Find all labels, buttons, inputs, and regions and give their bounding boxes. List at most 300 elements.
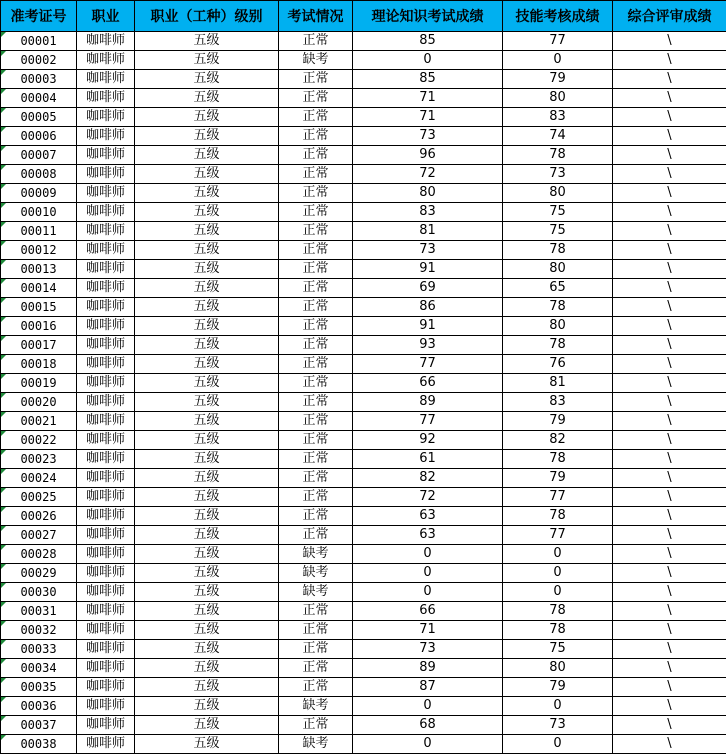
cell-level[interactable]: 五级 <box>135 545 279 564</box>
cell-level[interactable]: 五级 <box>135 697 279 716</box>
cell-occupation[interactable]: 咖啡师 <box>77 298 135 317</box>
cell-exam-status[interactable]: 正常 <box>279 222 353 241</box>
cell-occupation[interactable]: 咖啡师 <box>77 678 135 697</box>
cell-occupation[interactable]: 咖啡师 <box>77 32 135 51</box>
cell-theory-score[interactable]: 96 <box>353 146 503 165</box>
cell-review-score[interactable]: \ <box>613 32 726 51</box>
cell-level[interactable]: 五级 <box>135 735 279 754</box>
table-row <box>1 298 726 317</box>
cell-level[interactable]: 五级 <box>135 336 279 355</box>
cell-exam-id[interactable]: 00007 <box>1 146 77 165</box>
cell-review-score[interactable]: \ <box>613 716 726 735</box>
cell-exam-status[interactable]: 缺考 <box>279 564 353 583</box>
header-skill-score[interactable]: 技能考核成绩 <box>503 1 613 32</box>
cell-review-score[interactable]: \ <box>613 355 726 374</box>
cell-theory-score[interactable]: 85 <box>353 32 503 51</box>
table-row <box>1 640 726 659</box>
cell-theory-score[interactable]: 89 <box>353 393 503 412</box>
cell-exam-status[interactable]: 正常 <box>279 32 353 51</box>
cell-occupation[interactable]: 咖啡师 <box>77 393 135 412</box>
cell-theory-score[interactable]: 89 <box>353 659 503 678</box>
cell-occupation[interactable]: 咖啡师 <box>77 374 135 393</box>
cell-skill-score[interactable]: 80 <box>503 184 613 203</box>
cell-exam-id[interactable]: 00027 <box>1 526 77 545</box>
cell-review-score[interactable]: \ <box>613 51 726 70</box>
cell-level[interactable]: 五级 <box>135 108 279 127</box>
cell-occupation[interactable]: 咖啡师 <box>77 70 135 89</box>
cell-theory-score[interactable]: 61 <box>353 450 503 469</box>
cell-theory-score[interactable]: 0 <box>353 583 503 602</box>
cell-exam-status[interactable]: 正常 <box>279 146 353 165</box>
cell-theory-score[interactable]: 63 <box>353 526 503 545</box>
cell-exam-id[interactable]: 00012 <box>1 241 77 260</box>
cell-occupation[interactable]: 咖啡师 <box>77 583 135 602</box>
cell-theory-score[interactable]: 72 <box>353 165 503 184</box>
cell-level[interactable]: 五级 <box>135 260 279 279</box>
cell-exam-status[interactable]: 正常 <box>279 165 353 184</box>
cell-review-score[interactable]: \ <box>613 735 726 754</box>
table-row <box>1 678 726 697</box>
cell-level[interactable]: 五级 <box>135 583 279 602</box>
cell-exam-status[interactable]: 正常 <box>279 374 353 393</box>
cell-level[interactable]: 五级 <box>135 298 279 317</box>
cell-exam-status[interactable]: 正常 <box>279 621 353 640</box>
cell-occupation[interactable]: 咖啡师 <box>77 241 135 260</box>
cell-theory-score[interactable]: 0 <box>353 697 503 716</box>
cell-occupation[interactable]: 咖啡师 <box>77 659 135 678</box>
cell-exam-id[interactable]: 00022 <box>1 431 77 450</box>
cell-level[interactable]: 五级 <box>135 621 279 640</box>
cell-exam-id[interactable]: 00002 <box>1 51 77 70</box>
cell-review-score[interactable]: \ <box>613 260 726 279</box>
cell-review-score[interactable]: \ <box>613 564 726 583</box>
cell-skill-score[interactable]: 0 <box>503 735 613 754</box>
cell-exam-id[interactable]: 00006 <box>1 127 77 146</box>
cell-occupation[interactable]: 咖啡师 <box>77 716 135 735</box>
header-review-score[interactable]: 综合评审成绩 <box>613 1 726 32</box>
table-row <box>1 203 726 222</box>
cell-level[interactable]: 五级 <box>135 317 279 336</box>
cell-level[interactable]: 五级 <box>135 89 279 108</box>
cell-exam-id[interactable]: 00029 <box>1 564 77 583</box>
cell-occupation[interactable]: 咖啡师 <box>77 526 135 545</box>
cell-skill-score[interactable]: 80 <box>503 89 613 108</box>
cell-exam-status[interactable]: 正常 <box>279 507 353 526</box>
cell-exam-id[interactable]: 00036 <box>1 697 77 716</box>
cell-exam-status[interactable]: 缺考 <box>279 545 353 564</box>
cell-level[interactable]: 五级 <box>135 469 279 488</box>
cell-skill-score[interactable]: 75 <box>503 222 613 241</box>
cell-exam-id[interactable]: 00024 <box>1 469 77 488</box>
cell-exam-status[interactable]: 正常 <box>279 716 353 735</box>
cell-theory-score[interactable]: 72 <box>353 488 503 507</box>
cell-skill-score[interactable]: 79 <box>503 469 613 488</box>
cell-exam-id[interactable]: 00034 <box>1 659 77 678</box>
header-exam-status[interactable]: 考试情况 <box>279 1 353 32</box>
cell-exam-id[interactable]: 00013 <box>1 260 77 279</box>
cell-exam-status[interactable]: 正常 <box>279 317 353 336</box>
cell-skill-score[interactable]: 82 <box>503 431 613 450</box>
cell-level[interactable]: 五级 <box>135 165 279 184</box>
cell-theory-score[interactable]: 71 <box>353 108 503 127</box>
cell-exam-id[interactable]: 00003 <box>1 70 77 89</box>
cell-theory-score[interactable]: 92 <box>353 431 503 450</box>
cell-exam-id[interactable]: 00010 <box>1 203 77 222</box>
cell-occupation[interactable]: 咖啡师 <box>77 165 135 184</box>
cell-exam-status[interactable]: 正常 <box>279 89 353 108</box>
cell-theory-score[interactable]: 73 <box>353 640 503 659</box>
cell-exam-id[interactable]: 00019 <box>1 374 77 393</box>
cell-exam-status[interactable]: 缺考 <box>279 583 353 602</box>
cell-occupation[interactable]: 咖啡师 <box>77 564 135 583</box>
cell-occupation[interactable]: 咖啡师 <box>77 222 135 241</box>
cell-level[interactable]: 五级 <box>135 203 279 222</box>
cell-theory-score[interactable]: 80 <box>353 184 503 203</box>
cell-level[interactable]: 五级 <box>135 678 279 697</box>
cell-level[interactable]: 五级 <box>135 355 279 374</box>
header-level[interactable]: 职业（工种）级别 <box>135 1 279 32</box>
cell-level[interactable]: 五级 <box>135 450 279 469</box>
cell-review-score[interactable]: \ <box>613 431 726 450</box>
cell-exam-status[interactable]: 正常 <box>279 640 353 659</box>
cell-skill-score[interactable]: 0 <box>503 564 613 583</box>
cell-theory-score[interactable]: 73 <box>353 127 503 146</box>
cell-exam-id[interactable]: 00016 <box>1 317 77 336</box>
cell-review-score[interactable]: \ <box>613 507 726 526</box>
cell-level[interactable]: 五级 <box>135 393 279 412</box>
cell-review-score[interactable]: \ <box>613 374 726 393</box>
table-row <box>1 51 726 70</box>
cell-occupation[interactable]: 咖啡师 <box>77 431 135 450</box>
cell-occupation[interactable]: 咖啡师 <box>77 51 135 70</box>
cell-exam-id[interactable]: 00009 <box>1 184 77 203</box>
cell-level[interactable]: 五级 <box>135 412 279 431</box>
cell-exam-status[interactable]: 正常 <box>279 184 353 203</box>
cell-exam-id[interactable]: 00037 <box>1 716 77 735</box>
cell-level[interactable]: 五级 <box>135 640 279 659</box>
cell-skill-score[interactable]: 79 <box>503 70 613 89</box>
cell-exam-status[interactable]: 正常 <box>279 488 353 507</box>
cell-exam-status[interactable]: 正常 <box>279 203 353 222</box>
table-row <box>1 374 726 393</box>
cell-skill-score[interactable]: 78 <box>503 336 613 355</box>
cell-occupation[interactable]: 咖啡师 <box>77 355 135 374</box>
cell-exam-id[interactable]: 00011 <box>1 222 77 241</box>
cell-theory-score[interactable]: 77 <box>353 412 503 431</box>
cell-occupation[interactable]: 咖啡师 <box>77 640 135 659</box>
cell-exam-id[interactable]: 00028 <box>1 545 77 564</box>
cell-exam-status[interactable]: 正常 <box>279 336 353 355</box>
cell-theory-score[interactable]: 0 <box>353 545 503 564</box>
cell-level[interactable]: 五级 <box>135 51 279 70</box>
cell-skill-score[interactable]: 78 <box>503 146 613 165</box>
cell-occupation[interactable]: 咖啡师 <box>77 279 135 298</box>
header-theory-score[interactable]: 理论知识考试成绩 <box>353 1 503 32</box>
cell-review-score[interactable]: \ <box>613 127 726 146</box>
cell-review-score[interactable]: \ <box>613 222 726 241</box>
cell-skill-score[interactable]: 0 <box>503 583 613 602</box>
cell-occupation[interactable]: 咖啡师 <box>77 336 135 355</box>
cell-skill-score[interactable]: 83 <box>503 108 613 127</box>
cell-review-score[interactable]: \ <box>613 146 726 165</box>
cell-review-score[interactable]: \ <box>613 640 726 659</box>
cell-review-score[interactable]: \ <box>613 488 726 507</box>
cell-review-score[interactable]: \ <box>613 241 726 260</box>
cell-level[interactable]: 五级 <box>135 659 279 678</box>
cell-review-score[interactable]: \ <box>613 621 726 640</box>
cell-theory-score[interactable]: 71 <box>353 621 503 640</box>
cell-exam-id[interactable]: 00001 <box>1 32 77 51</box>
cell-occupation[interactable]: 咖啡师 <box>77 602 135 621</box>
cell-exam-status[interactable]: 正常 <box>279 412 353 431</box>
cell-exam-id[interactable]: 00030 <box>1 583 77 602</box>
cell-occupation[interactable]: 咖啡师 <box>77 507 135 526</box>
cell-skill-score[interactable]: 78 <box>503 241 613 260</box>
cell-exam-status[interactable]: 正常 <box>279 450 353 469</box>
cell-theory-score[interactable]: 66 <box>353 602 503 621</box>
table-row <box>1 697 726 716</box>
table-row <box>1 146 726 165</box>
cell-exam-status[interactable]: 缺考 <box>279 735 353 754</box>
table-row <box>1 621 726 640</box>
cell-theory-score[interactable]: 68 <box>353 716 503 735</box>
cell-occupation[interactable]: 咖啡师 <box>77 146 135 165</box>
cell-level[interactable]: 五级 <box>135 70 279 89</box>
cell-level[interactable]: 五级 <box>135 222 279 241</box>
cell-skill-score[interactable]: 78 <box>503 602 613 621</box>
table-row <box>1 602 726 621</box>
cell-review-score[interactable]: \ <box>613 336 726 355</box>
table-row <box>1 393 726 412</box>
cell-level[interactable]: 五级 <box>135 564 279 583</box>
cell-exam-id[interactable]: 00004 <box>1 89 77 108</box>
cell-review-score[interactable]: \ <box>613 393 726 412</box>
cell-review-score[interactable]: \ <box>613 279 726 298</box>
cell-exam-id[interactable]: 00008 <box>1 165 77 184</box>
cell-review-score[interactable]: \ <box>613 89 726 108</box>
cell-exam-status[interactable]: 正常 <box>279 127 353 146</box>
cell-review-score[interactable]: \ <box>613 602 726 621</box>
cell-exam-status[interactable]: 正常 <box>279 469 353 488</box>
cell-review-score[interactable]: \ <box>613 203 726 222</box>
header-exam-id[interactable]: 准考证号 <box>1 1 77 32</box>
cell-skill-score[interactable]: 74 <box>503 127 613 146</box>
cell-review-score[interactable]: \ <box>613 678 726 697</box>
cell-exam-id[interactable]: 00017 <box>1 336 77 355</box>
cell-occupation[interactable]: 咖啡师 <box>77 203 135 222</box>
cell-review-score[interactable]: \ <box>613 165 726 184</box>
cell-exam-id[interactable]: 00018 <box>1 355 77 374</box>
cell-skill-score[interactable]: 77 <box>503 488 613 507</box>
cell-exam-id[interactable]: 00020 <box>1 393 77 412</box>
cell-skill-score[interactable]: 79 <box>503 678 613 697</box>
header-row <box>1 1 726 32</box>
cell-level[interactable]: 五级 <box>135 602 279 621</box>
cell-level[interactable]: 五级 <box>135 127 279 146</box>
cell-exam-id[interactable]: 00023 <box>1 450 77 469</box>
cell-level[interactable]: 五级 <box>135 241 279 260</box>
cell-occupation[interactable]: 咖啡师 <box>77 108 135 127</box>
cell-theory-score[interactable]: 66 <box>353 374 503 393</box>
cell-review-score[interactable]: \ <box>613 583 726 602</box>
cell-level[interactable]: 五级 <box>135 507 279 526</box>
cell-occupation[interactable]: 咖啡师 <box>77 317 135 336</box>
cell-theory-score[interactable]: 63 <box>353 507 503 526</box>
cell-exam-status[interactable]: 正常 <box>279 431 353 450</box>
table-row <box>1 545 726 564</box>
table-row <box>1 165 726 184</box>
table-row <box>1 89 726 108</box>
cell-exam-status[interactable]: 正常 <box>279 393 353 412</box>
cell-exam-id[interactable]: 00038 <box>1 735 77 754</box>
cell-theory-score[interactable]: 81 <box>353 222 503 241</box>
cell-review-score[interactable]: \ <box>613 545 726 564</box>
cell-exam-id[interactable]: 00005 <box>1 108 77 127</box>
cell-exam-status[interactable]: 正常 <box>279 241 353 260</box>
cell-occupation[interactable]: 咖啡师 <box>77 412 135 431</box>
cell-level[interactable]: 五级 <box>135 526 279 545</box>
cell-occupation[interactable]: 咖啡师 <box>77 184 135 203</box>
cell-skill-score[interactable]: 78 <box>503 507 613 526</box>
cell-skill-score[interactable]: 78 <box>503 621 613 640</box>
cell-review-score[interactable]: \ <box>613 298 726 317</box>
cell-theory-score[interactable]: 0 <box>353 735 503 754</box>
cell-review-score[interactable]: \ <box>613 412 726 431</box>
cell-exam-status[interactable]: 正常 <box>279 526 353 545</box>
cell-theory-score[interactable]: 91 <box>353 260 503 279</box>
cell-level[interactable]: 五级 <box>135 32 279 51</box>
cell-exam-status[interactable]: 缺考 <box>279 697 353 716</box>
cell-level[interactable]: 五级 <box>135 374 279 393</box>
cell-occupation[interactable]: 咖啡师 <box>77 260 135 279</box>
cell-skill-score[interactable]: 77 <box>503 32 613 51</box>
cell-exam-status[interactable]: 正常 <box>279 355 353 374</box>
cell-exam-id[interactable]: 00014 <box>1 279 77 298</box>
cell-skill-score[interactable]: 78 <box>503 450 613 469</box>
cell-occupation[interactable]: 咖啡师 <box>77 127 135 146</box>
cell-skill-score[interactable]: 79 <box>503 412 613 431</box>
cell-occupation[interactable]: 咖啡师 <box>77 488 135 507</box>
cell-occupation[interactable]: 咖啡师 <box>77 697 135 716</box>
cell-level[interactable]: 五级 <box>135 716 279 735</box>
table-row <box>1 469 726 488</box>
table-row <box>1 507 726 526</box>
cell-level[interactable]: 五级 <box>135 184 279 203</box>
cell-level[interactable]: 五级 <box>135 279 279 298</box>
cell-level[interactable]: 五级 <box>135 146 279 165</box>
table-row <box>1 526 726 545</box>
cell-skill-score[interactable]: 65 <box>503 279 613 298</box>
cell-level[interactable]: 五级 <box>135 488 279 507</box>
cell-skill-score[interactable]: 75 <box>503 640 613 659</box>
cell-skill-score[interactable]: 75 <box>503 203 613 222</box>
cell-review-score[interactable]: \ <box>613 526 726 545</box>
table-row <box>1 564 726 583</box>
cell-exam-status[interactable]: 正常 <box>279 602 353 621</box>
cell-review-score[interactable]: \ <box>613 317 726 336</box>
cell-occupation[interactable]: 咖啡师 <box>77 89 135 108</box>
cell-skill-score[interactable]: 73 <box>503 716 613 735</box>
cell-review-score[interactable]: \ <box>613 184 726 203</box>
cell-level[interactable]: 五级 <box>135 431 279 450</box>
cell-exam-id[interactable]: 00015 <box>1 298 77 317</box>
cell-theory-score[interactable]: 71 <box>353 89 503 108</box>
cell-theory-score[interactable]: 83 <box>353 203 503 222</box>
cell-theory-score[interactable]: 85 <box>353 70 503 89</box>
cell-theory-score[interactable]: 77 <box>353 355 503 374</box>
cell-skill-score[interactable]: 0 <box>503 51 613 70</box>
table-row <box>1 222 726 241</box>
cell-occupation[interactable]: 咖啡师 <box>77 621 135 640</box>
cell-theory-score[interactable]: 93 <box>353 336 503 355</box>
cell-exam-id[interactable]: 00021 <box>1 412 77 431</box>
cell-occupation[interactable]: 咖啡师 <box>77 545 135 564</box>
cell-skill-score[interactable]: 0 <box>503 697 613 716</box>
header-occupation[interactable]: 职业 <box>77 1 135 32</box>
cell-skill-score[interactable]: 78 <box>503 298 613 317</box>
cell-review-score[interactable]: \ <box>613 108 726 127</box>
cell-occupation[interactable]: 咖啡师 <box>77 735 135 754</box>
cell-exam-status[interactable]: 正常 <box>279 108 353 127</box>
cell-exam-status[interactable]: 正常 <box>279 659 353 678</box>
table-row <box>1 279 726 298</box>
cell-theory-score[interactable]: 87 <box>353 678 503 697</box>
cell-theory-score[interactable]: 0 <box>353 51 503 70</box>
cell-review-score[interactable]: \ <box>613 659 726 678</box>
cell-occupation[interactable]: 咖啡师 <box>77 450 135 469</box>
cell-exam-status[interactable]: 正常 <box>279 678 353 697</box>
table-row <box>1 32 726 51</box>
table-row <box>1 127 726 146</box>
cell-skill-score[interactable]: 80 <box>503 260 613 279</box>
table-row <box>1 488 726 507</box>
cell-skill-score[interactable]: 77 <box>503 526 613 545</box>
cell-skill-score[interactable]: 81 <box>503 374 613 393</box>
cell-exam-id[interactable]: 00032 <box>1 621 77 640</box>
table-row <box>1 108 726 127</box>
cell-review-score[interactable]: \ <box>613 450 726 469</box>
cell-exam-status[interactable]: 正常 <box>279 279 353 298</box>
cell-theory-score[interactable]: 0 <box>353 564 503 583</box>
cell-theory-score[interactable]: 86 <box>353 298 503 317</box>
cell-skill-score[interactable]: 76 <box>503 355 613 374</box>
cell-theory-score[interactable]: 73 <box>353 241 503 260</box>
cell-review-score[interactable]: \ <box>613 70 726 89</box>
cell-exam-id[interactable]: 00025 <box>1 488 77 507</box>
cell-review-score[interactable]: \ <box>613 469 726 488</box>
cell-exam-status[interactable]: 缺考 <box>279 51 353 70</box>
cell-exam-id[interactable]: 00031 <box>1 602 77 621</box>
cell-exam-status[interactable]: 正常 <box>279 298 353 317</box>
cell-skill-score[interactable]: 83 <box>503 393 613 412</box>
cell-skill-score[interactable]: 80 <box>503 659 613 678</box>
cell-theory-score[interactable]: 91 <box>353 317 503 336</box>
table-row <box>1 70 726 89</box>
table-row <box>1 184 726 203</box>
cell-skill-score[interactable]: 73 <box>503 165 613 184</box>
cell-skill-score[interactable]: 0 <box>503 545 613 564</box>
cell-skill-score[interactable]: 80 <box>503 317 613 336</box>
cell-review-score[interactable]: \ <box>613 697 726 716</box>
cell-exam-id[interactable]: 00033 <box>1 640 77 659</box>
cell-theory-score[interactable]: 69 <box>353 279 503 298</box>
cell-theory-score[interactable]: 82 <box>353 469 503 488</box>
cell-occupation[interactable]: 咖啡师 <box>77 469 135 488</box>
cell-exam-id[interactable]: 00026 <box>1 507 77 526</box>
cell-exam-status[interactable]: 正常 <box>279 70 353 89</box>
cell-exam-status[interactable]: 正常 <box>279 260 353 279</box>
cell-exam-id[interactable]: 00035 <box>1 678 77 697</box>
